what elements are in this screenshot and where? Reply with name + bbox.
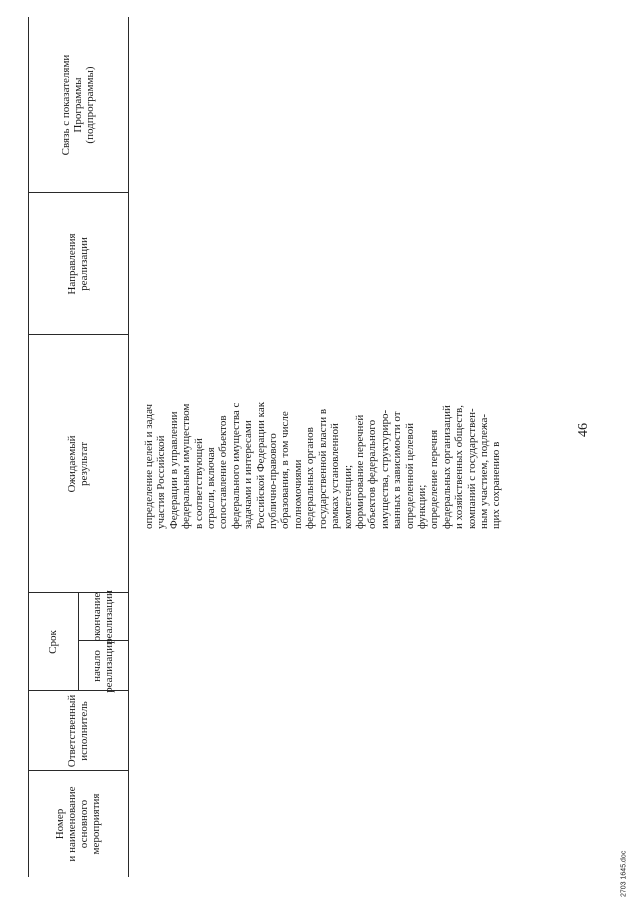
text-line: участия Российской xyxy=(155,435,168,529)
page-number: 46 xyxy=(576,423,591,437)
text-line: Федерации в управлении xyxy=(167,411,180,529)
text-line: компетенции; xyxy=(341,464,354,529)
text-line: компаний с государствен- xyxy=(465,408,478,529)
header-bottom-border xyxy=(128,17,129,877)
text-line: рамках установленной xyxy=(329,423,342,529)
header-term: Срок xyxy=(47,630,59,654)
text-line: федеральных организаций xyxy=(440,405,453,529)
text-line: государственной власти в xyxy=(316,408,329,529)
text-line: щих сохранению в xyxy=(490,441,503,529)
text-line: Российской Федерации как xyxy=(254,401,267,529)
footer-file-code: 2703 1645.doc xyxy=(620,850,628,897)
text-line: образования, в том числе xyxy=(279,411,292,529)
header-responsible: Ответственный исполнитель xyxy=(66,694,90,768)
text-line: определение перечня xyxy=(428,429,441,529)
header-term-start: начало реализации xyxy=(91,639,115,693)
text-line: отрасли, включая xyxy=(205,447,218,529)
header-relation-to-indicators: Связь с показателями Программы (подпрограммы) xyxy=(60,54,96,156)
text-line: имущества, структуриро- xyxy=(378,409,391,529)
text-line: и хозяйственных обществ, xyxy=(453,405,466,529)
text-line: федеральных органов xyxy=(304,427,317,529)
header-term-end: окончание реализации xyxy=(91,590,115,644)
text-line: определение целей и задач xyxy=(143,403,155,529)
header-number-and-name: Номер и наименование основного мероприятия xyxy=(54,786,102,862)
header-directions: Направления реализации xyxy=(66,233,90,295)
expected-result-cell xyxy=(143,319,503,529)
text-line: публично-правового xyxy=(267,433,280,529)
text-line: формирование перечней xyxy=(353,414,366,529)
text-line: задачами и интересами xyxy=(242,420,255,529)
text-line: определенной целевой xyxy=(403,422,416,529)
text-line: федеральным имуществом xyxy=(180,403,193,529)
text-line: сопоставление объектов xyxy=(217,415,230,529)
text-line: функции; xyxy=(415,484,428,529)
text-line: ным участием, подлежа- xyxy=(477,413,490,529)
text-line: объектов федерального xyxy=(366,419,379,529)
text-line: ванных в зависимости от xyxy=(391,411,404,529)
text-line: федерального имущества с xyxy=(229,402,242,529)
text-line: в соответствующей xyxy=(192,438,205,529)
header-expected-result: Ожидаемый результат xyxy=(66,435,90,493)
text-line: полномочиями xyxy=(291,459,304,529)
